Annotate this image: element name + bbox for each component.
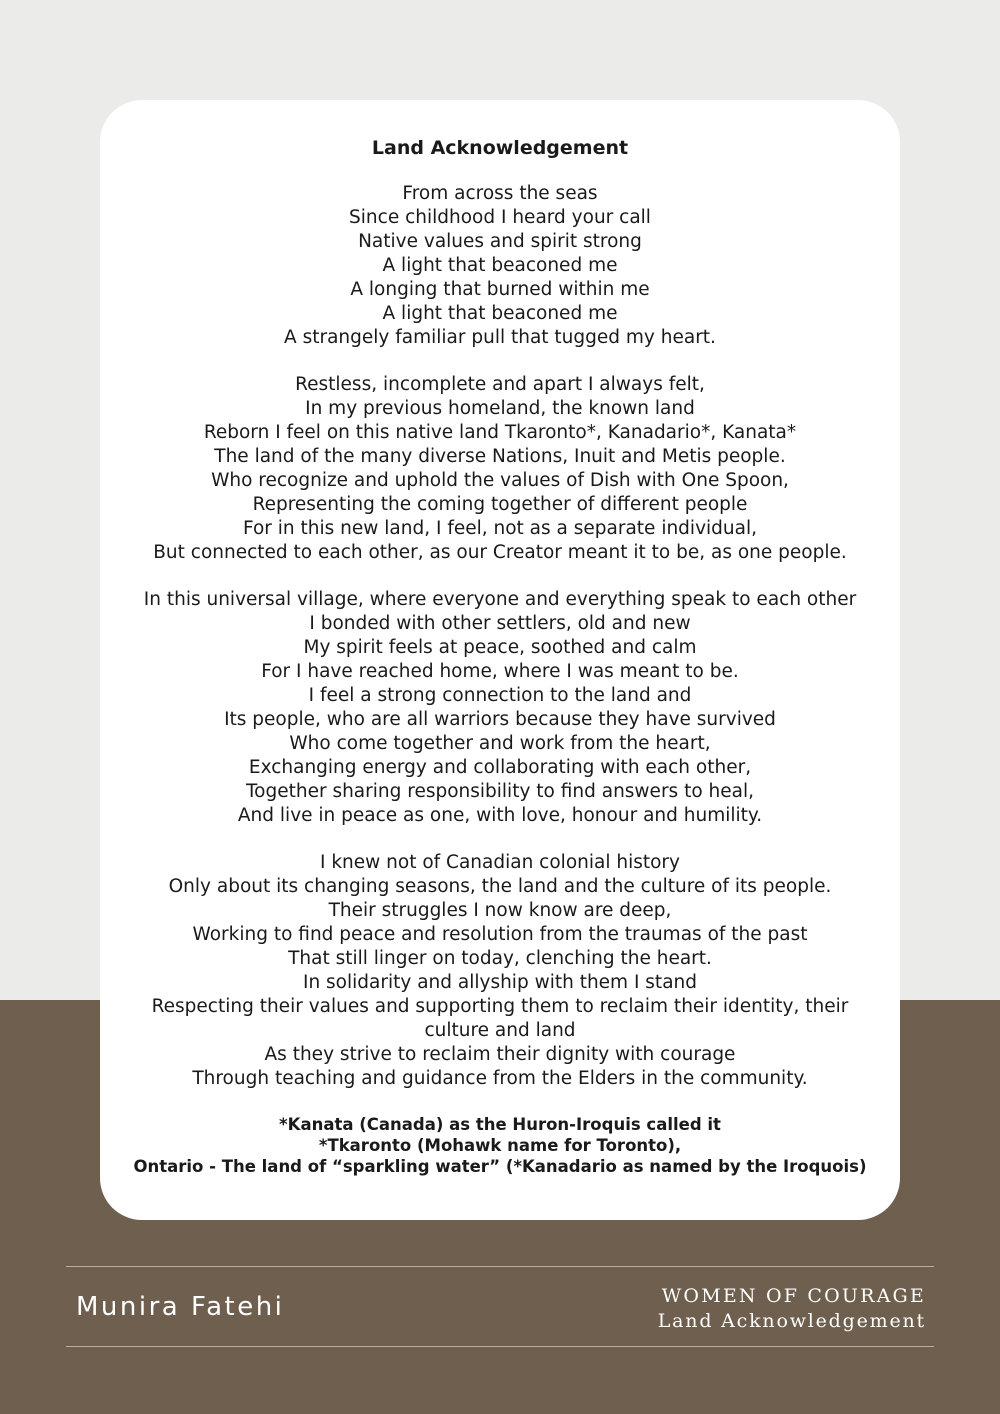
poem-line: That still linger on today, clenching the heart. (288, 948, 712, 969)
poem-line: Respecting their values and supporting them to reclaim their identity, their culture and land (151, 996, 849, 1041)
poem-line: I feel a strong connection to the land and (308, 685, 692, 706)
footnote: *Tkaronto (Mohawk name for Toronto), (318, 1136, 682, 1155)
poem-line: And live in peace as one, with love, honour and humility. (237, 805, 763, 826)
poem-line: Restless, incomplete and apart I always felt, (295, 374, 705, 395)
footnote: Ontario - The land of “sparkling water” (*Kanadario as named by the Iroquois) (133, 1157, 867, 1176)
poem-line: Since childhood I heard your call (349, 207, 651, 228)
poem-line: From across the seas (402, 183, 598, 204)
poem-card (100, 100, 900, 1220)
footer-bottom-divider (66, 1346, 934, 1347)
poem-line: In my previous homeland, the known land (305, 398, 695, 419)
footnote: *Kanata (Canada) as the Huron-Iroquis called it (279, 1115, 721, 1134)
poem-line: Exchanging energy and collaborating with each other, (248, 757, 752, 778)
poem-line: Through teaching and guidance from the Elders in the community. (192, 1068, 808, 1089)
poem-line: A light that beaconed me (382, 303, 618, 324)
poem-line: Their struggles I now know are deep, (328, 900, 672, 921)
stanza-4 (100, 851, 900, 1091)
series-block (658, 1284, 926, 1334)
footer-top-divider (66, 1266, 934, 1267)
poem-line: Working to find peace and resolution from the traumas of the past (192, 924, 808, 945)
poem-line: Its people, who are all warriors because they have survived (224, 709, 776, 730)
poem-line: In solidarity and allyship with them I stand (302, 972, 697, 993)
poem-line: In this universal village, where everyone and everything speak to each other (143, 589, 857, 610)
poem-title: Land Acknowledgement (371, 137, 629, 159)
poem-line: Representing the coming together of different people (252, 494, 748, 515)
poem-line: For I have reached home, where I was meant to be. (261, 661, 739, 682)
poem-line: A strangely familiar pull that tugged my heart. (284, 327, 716, 348)
poem-line: Reborn I feel on this native land Tkaronto*, Kanadario*, Kanata* (203, 422, 797, 443)
poem-line: Who recognize and uphold the values of Dish with One Spoon, (211, 470, 789, 491)
series-subtitle: Land Acknowledgement (657, 1310, 926, 1332)
stanza-2 (100, 373, 900, 565)
stanza-3 (100, 588, 900, 828)
poem-line: A light that beaconed me (382, 255, 618, 276)
poem-line: A longing that burned within me (350, 279, 650, 300)
poem-line: But connected to each other, as our Creator meant it to be, as one people. (153, 542, 847, 563)
poem-line: I bonded with other settlers, old and new (309, 613, 691, 634)
poem-line: Who come together and work from the heart, (289, 733, 711, 754)
poem-line: For in this new land, I feel, not as a separate individual, (243, 518, 757, 539)
poem-line: I knew not of Canadian colonial history (319, 852, 680, 873)
stanza-1 (100, 182, 900, 350)
poem-line: Native values and spirit strong (358, 231, 642, 252)
footnotes (100, 1114, 900, 1177)
poem-line: The land of the many diverse Nations, Inuit and Metis people. (214, 446, 786, 467)
poem-line: Together sharing responsibility to find answers to heal, (246, 781, 754, 802)
series-title: WOMEN OF COURAGE (661, 1285, 926, 1307)
poem-line: Only about its changing seasons, the land and the culture of its people. (168, 876, 832, 897)
poem-line: As they strive to reclaim their dignity with courage (264, 1044, 736, 1065)
poem-line: My spirit feels at peace, soothed and calm (303, 637, 697, 658)
author-name: Munira Fatehi (76, 1292, 285, 1322)
